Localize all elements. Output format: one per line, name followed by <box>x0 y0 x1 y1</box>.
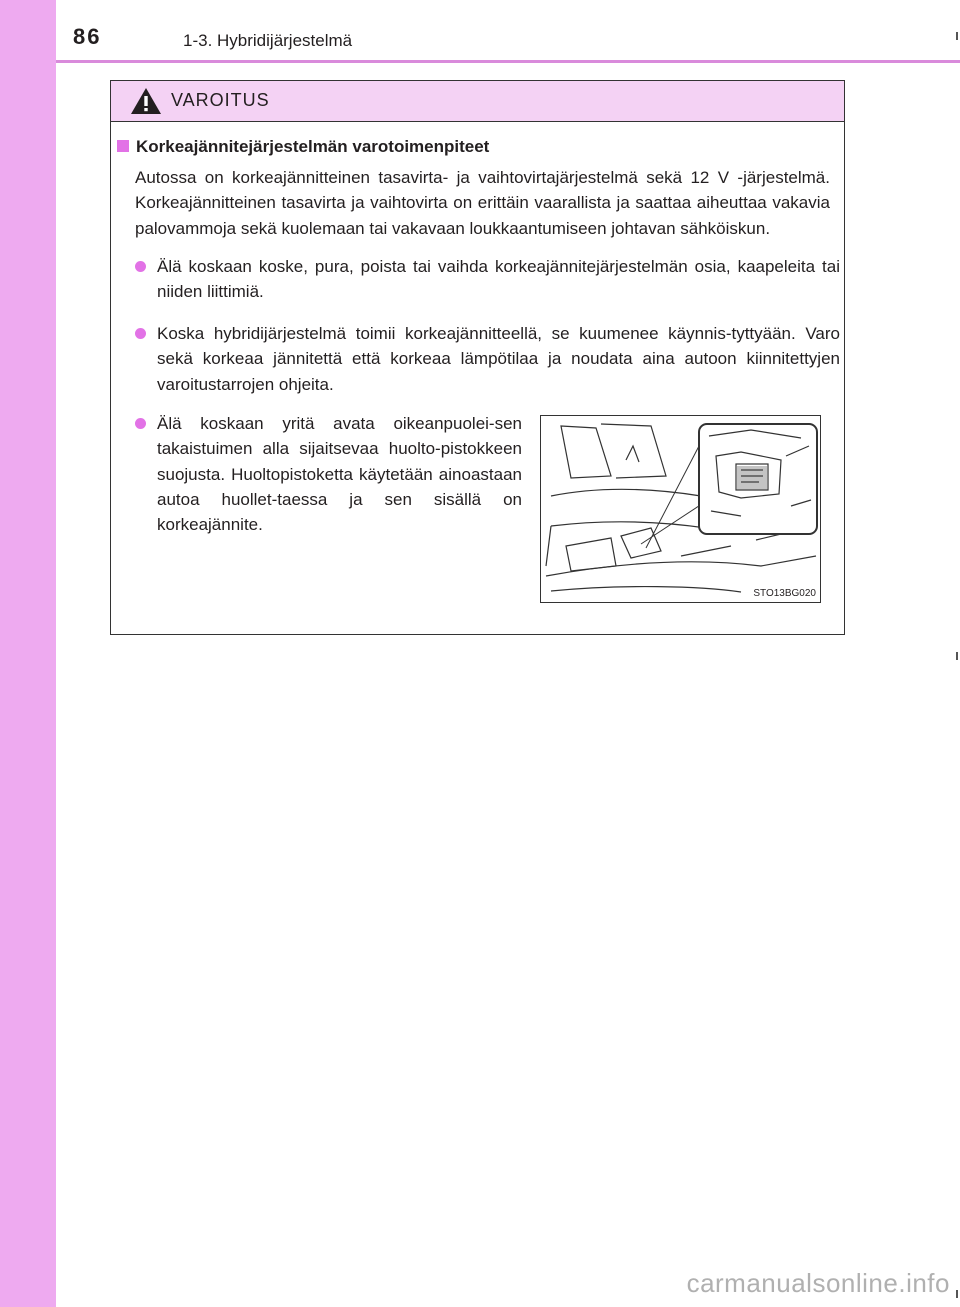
list-item-text: Älä koskaan koske, pura, poista tai vaihda korkeajännitejärjestelmän osia, kaapeleita tai niiden liittimiä. <box>157 257 840 302</box>
side-strip <box>0 0 56 1307</box>
square-bullet-icon <box>117 140 129 152</box>
warning-heading-text: Korkeajännitejärjestelmän varotoimenpiteet <box>136 137 490 156</box>
list-item <box>135 411 522 537</box>
warning-intro: Autossa on korkeajännitteinen tasavirta- ja vaihtovirtajärjestelmä sekä 12 V -järjestelmä. Korkeajännitteinen tasavirta ja vaihtovirta on erittäin vaarallista ja saattaa aiheuttaa vakavia palovammoja sekä kuolemaan tai vakavaan loukkaantumiseen johtavan sähköiskun. <box>135 168 830 238</box>
page-number: 86 <box>73 24 102 49</box>
watermark: carmanualsonline.info <box>686 1268 950 1298</box>
list-item-text: Koska hybridijärjestelmä toimii korkeajännitteellä, se kuumenee käynnis-tyttyään. Varo sekä korkeaa jännitettä että korkeaa lämpötilaa ja noudata aina autoon kiinnitettyjen varoitustarrojen ohjeita. <box>157 324 840 394</box>
illustration-code: STO13BG020 <box>753 588 816 599</box>
edge-mark <box>956 32 958 40</box>
edge-mark <box>956 652 958 660</box>
warning-title: VAROITUS <box>171 90 270 110</box>
list-item <box>135 254 840 305</box>
edge-mark <box>956 1290 958 1298</box>
service-plug-illustration <box>540 415 821 603</box>
list-item-text: Älä koskaan yritä avata oikeanpuolei-sen takaistuimen alla sijaitsevaa huolto-pistokkeen suojusta. Huoltopistoketta käytetään ainoastaan autoa huollet-taessa ja sen sisällä on korkeajännite. <box>157 414 522 535</box>
list-item <box>135 321 840 397</box>
warning-header <box>111 81 844 122</box>
rear-seat-drawing <box>541 416 821 603</box>
bullet-dot-icon <box>135 418 146 429</box>
bullet-dot-icon <box>135 328 146 339</box>
bullet-dot-icon <box>135 261 146 272</box>
warning-triangle-icon <box>130 87 162 115</box>
header-rule <box>56 60 960 63</box>
section-title: 1-3. Hybridijärjestelmä <box>183 31 353 50</box>
warning-heading <box>117 137 489 157</box>
